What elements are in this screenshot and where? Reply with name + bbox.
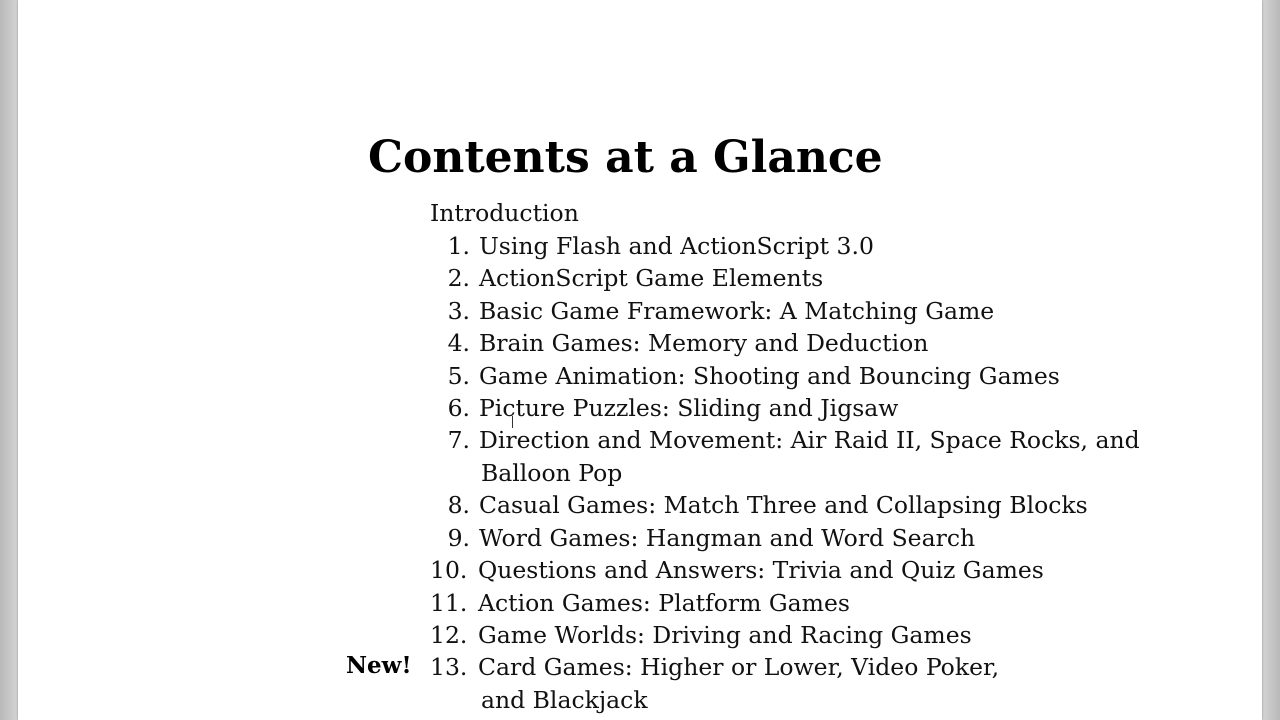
viewer-right-margin bbox=[1262, 0, 1280, 720]
chapter-number: 10. bbox=[430, 556, 468, 584]
chapter-number: 12. bbox=[430, 621, 468, 649]
chapter-title-continued: Balloon Pop bbox=[481, 459, 623, 487]
chapter-title: Direction and Movement: Air Raid II, Space Rocks, and bbox=[479, 426, 1140, 454]
chapter-number: 9. bbox=[447, 524, 470, 552]
chapter-title: Questions and Answers: Trivia and Quiz Games bbox=[478, 556, 1044, 584]
chapter-title: Action Games: Platform Games bbox=[478, 589, 850, 617]
chapter-number: 3. bbox=[447, 297, 470, 325]
chapter-number: 4. bbox=[447, 329, 470, 357]
chapter-title: Game Animation: Shooting and Bouncing Games bbox=[479, 362, 1060, 390]
chapter-title: Word Games: Hangman and Word Search bbox=[479, 524, 976, 552]
new-badge: New! bbox=[346, 652, 412, 679]
viewer-left-margin bbox=[0, 0, 18, 720]
chapter-title: Picture Puzzles: Sliding and Jigsaw bbox=[479, 394, 899, 422]
chapter-number: 6. bbox=[447, 394, 470, 422]
toc-introduction-label: Introduction bbox=[430, 199, 579, 227]
page-title: Contents at a Glance bbox=[368, 132, 883, 183]
chapter-title: Casual Games: Match Three and Collapsing Blocks bbox=[479, 491, 1088, 519]
text-cursor-icon bbox=[512, 416, 517, 428]
chapter-title-continued: and Blackjack bbox=[481, 686, 648, 714]
chapter-title: Using Flash and ActionScript 3.0 bbox=[479, 232, 874, 260]
chapter-title: Game Worlds: Driving and Racing Games bbox=[478, 621, 972, 649]
chapter-number: 8. bbox=[447, 491, 470, 519]
chapter-title: Card Games: Higher or Lower, Video Poker, bbox=[478, 653, 1000, 681]
chapter-number: 13. bbox=[430, 653, 468, 681]
chapter-number: 1. bbox=[447, 232, 470, 260]
chapter-title: Basic Game Framework: A Matching Game bbox=[479, 297, 995, 325]
chapter-number: 5. bbox=[447, 362, 470, 390]
chapter-title: ActionScript Game Elements bbox=[479, 264, 824, 292]
chapter-number: 7. bbox=[447, 426, 470, 454]
chapter-title: Brain Games: Memory and Deduction bbox=[479, 329, 929, 357]
toc-introduction bbox=[430, 197, 579, 229]
chapter-number: 2. bbox=[447, 264, 470, 292]
chapter-number: 11. bbox=[430, 589, 468, 617]
